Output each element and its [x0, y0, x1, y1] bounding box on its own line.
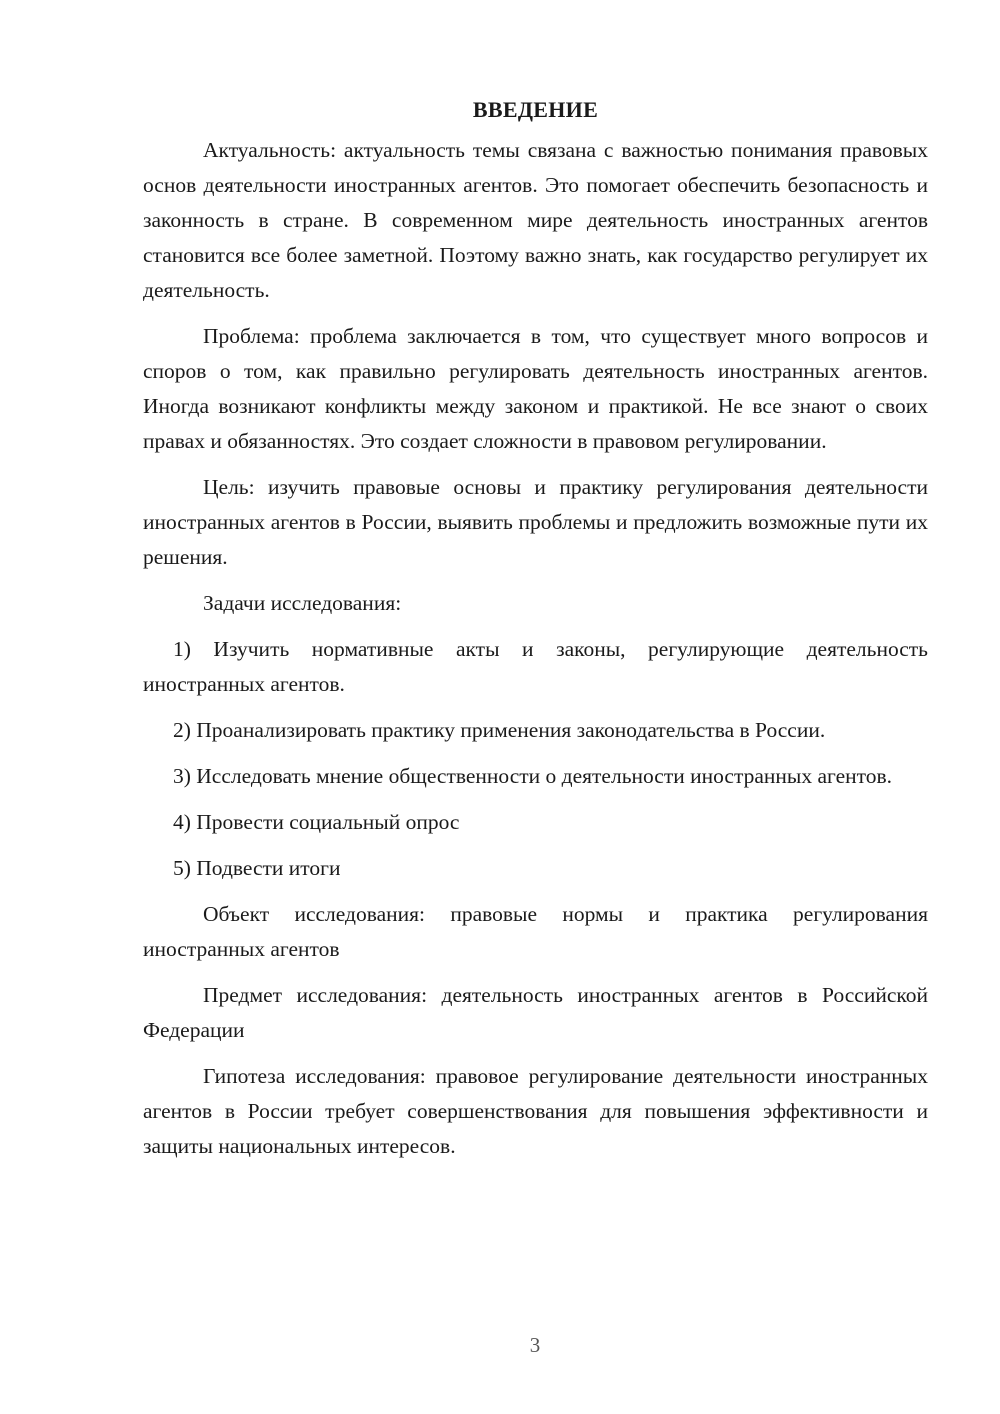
task-item: 1) Изучить нормативные акты и законы, регулирующие деятельность иностранных агентов. [143, 637, 928, 696]
paragraph-hypothesis: Гипотеза исследования: правовое регулирование деятельности иностранных агентов в России требует совершенствования для повышения эффективности и защиты национальных интересов. [143, 1064, 928, 1158]
task-item: 3) Исследовать мнение общественности о деятельности иностранных агентов. [173, 764, 893, 788]
document-title: ВВЕДЕНИЕ [472, 97, 599, 122]
paragraph-tasks-heading: Задачи исследования: [203, 591, 402, 615]
paragraph-goal: Цель: изучить правовые основы и практику регулирования деятельности иностранных агентов в России, выявить проблемы и предложить возможные пути их решения. [143, 475, 928, 569]
paragraph-subject: Предмет исследования: деятельность иностранных агентов в Российской Федерации [143, 983, 928, 1042]
paragraph-relevance: Актуальность: актуальность темы связана с важностью понимания правовых основ деятельности иностранных агентов. Это помогает обеспечить безопасность и законность в стране. В современном мире деятельность иностранных агентов становится все более заметной. Поэтому важно знать, как государство регулирует их деятельность. [143, 138, 928, 302]
task-item: 4) Провести социальный опрос [173, 810, 460, 834]
task-item: 2) Проанализировать практику применения законодательства в России. [173, 718, 826, 742]
paragraph-object: Объект исследования: правовые нормы и практика регулирования иностранных агентов [143, 902, 928, 961]
page-number: 3 [529, 1333, 541, 1357]
task-item: 5) Подвести итоги [173, 856, 341, 880]
document-page [143, 92, 928, 1175]
paragraph-problem: Проблема: проблема заключается в том, что существует много вопросов и споров о том, как правильно регулировать деятельность иностранных агентов. Иногда возникают конфликты между законом и практикой. Не все знают о своих правах и обязанностях. Это создает сложности в правовом регулировании. [143, 324, 928, 453]
